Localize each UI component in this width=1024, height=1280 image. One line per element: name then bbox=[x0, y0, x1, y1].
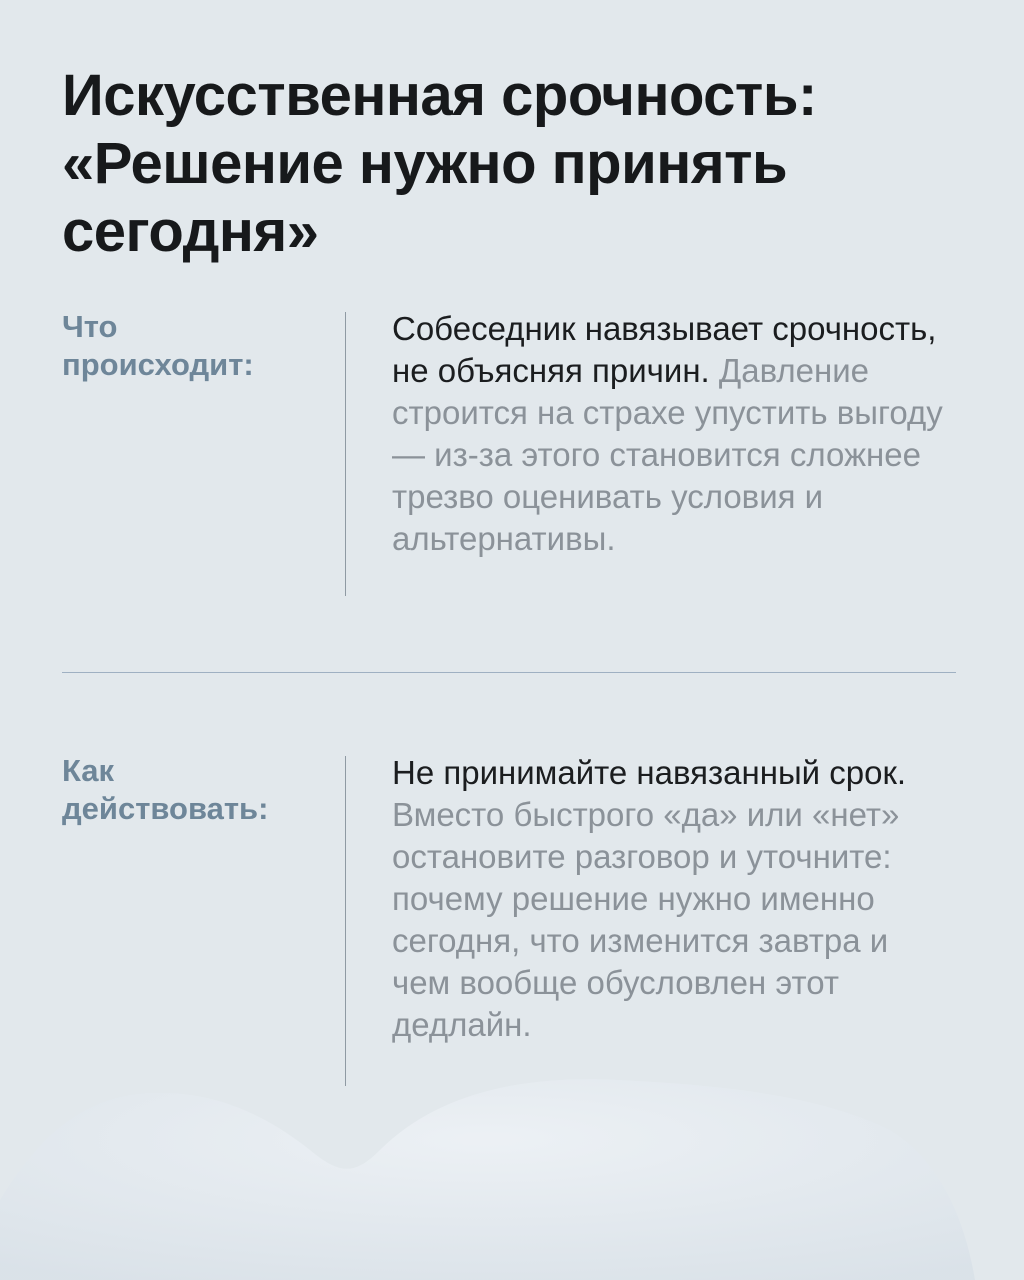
title-line-2: «Решение нужно принять bbox=[62, 131, 788, 196]
horizontal-divider bbox=[62, 672, 956, 673]
secondary-text: Вместо быстрого «да» или «нет» остановите разговор и уточните: почему решение нужно именно сегодня, что изменится завтра и чем вообще обусловлен этот дедлайн. bbox=[392, 796, 900, 1043]
label-line-1: Что bbox=[62, 309, 118, 344]
lead-text: Собеседник навязывает срочность, не объясняя причин. bbox=[392, 310, 937, 389]
title-line-1: Искусственная срочность: bbox=[62, 63, 817, 128]
section-label-what-happens bbox=[62, 308, 332, 384]
label-line-2: действовать: bbox=[62, 791, 269, 826]
secondary-text: Давление строится на страхе упустить выгоду — из-за этого становится сложнее трезво оценивать условия и альтернативы. bbox=[392, 352, 943, 557]
page-title bbox=[62, 62, 962, 266]
vertical-divider bbox=[345, 312, 346, 596]
section-label-how-to-act bbox=[62, 752, 332, 828]
section-how-to-act bbox=[62, 752, 962, 1092]
lead-text: Не принимайте навязанный срок. bbox=[392, 754, 907, 791]
label-line-2: происходит: bbox=[62, 347, 254, 382]
section-what-happens bbox=[62, 308, 962, 608]
section-body-how-to-act bbox=[392, 752, 952, 1046]
label-line-1: Как bbox=[62, 753, 115, 788]
section-body-what-happens bbox=[392, 308, 952, 560]
vertical-divider bbox=[345, 756, 346, 1086]
title-line-3: сегодня» bbox=[62, 199, 319, 264]
